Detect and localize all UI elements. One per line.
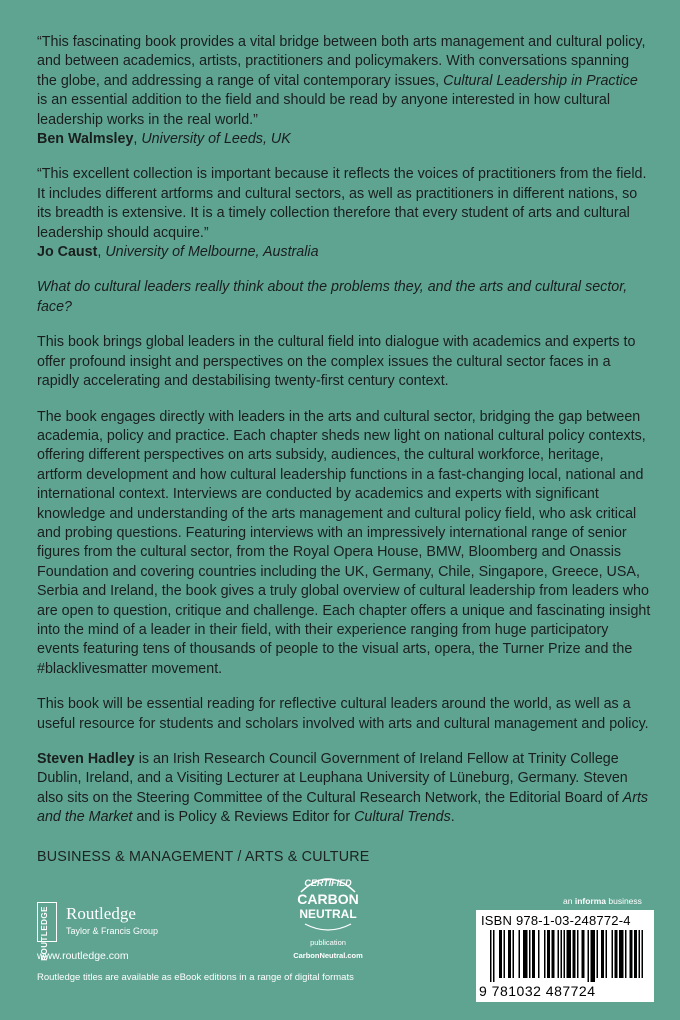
- description-paragraph: This book brings global leaders in the cultural field into dialogue with academics and experts to offer profound insight and perspectives on the complex issues the cultural sector faces in a rapidly accelerating and destabilising twenty-first century context.: [37, 334, 636, 390]
- barcode-bar: [529, 930, 531, 978]
- carbon-label: publication: [310, 938, 346, 947]
- barcode-bar: [606, 930, 608, 978]
- ebook-note: Routledge titles are available as eBook editions in a range of digital formats: [37, 972, 354, 983]
- carbon-line3: NEUTRAL: [299, 907, 357, 921]
- barcode-bar: [493, 930, 495, 982]
- barcode-bar: [582, 930, 585, 978]
- barcode-bar: [519, 930, 521, 978]
- carbon-line1: CERTIFIED: [304, 878, 352, 888]
- barcode-bar: [564, 930, 566, 978]
- barcode-bar: [532, 930, 535, 978]
- key-question: What do cultural leaders really think about the problems they, and the arts and cultural sector, face?: [37, 279, 628, 315]
- barcode-bar: [625, 930, 627, 978]
- author-bio: Steven Hadley is an Irish Research Council Government of Ireland Fellow at Trinity College Dublin, Ireland, and a Visiting Lecturer at Leuphana University of Lüneburg, Germany. Steven also sits on the Steering Committee of the Cultural Research Network, the Editorial Board of Arts and the Market and is Policy & Reviews Editor for Cultural Trends.: [37, 751, 649, 826]
- barcode-bar: [630, 930, 633, 978]
- barcode-bar: [588, 930, 590, 982]
- publisher-group: Taylor & Francis Group: [66, 926, 159, 936]
- barcode-bar: [552, 930, 555, 978]
- blurb-quote: “This excellent collection is important because it reflects the voices of practitioners from the field. It includes different artforms and cultural sectors, as well as practitioners in different nations, so its breadth is extensive. It is a timely collection therefore that every student of arts and cultural leadership should acquire.”: [37, 166, 647, 241]
- barcode-bar: [508, 930, 511, 978]
- blurb-attribution: Jo Caust, University of Melbourne, Australia: [37, 244, 319, 261]
- publisher-name: Routledge: [66, 904, 136, 923]
- barcode-bar: [619, 930, 624, 978]
- barcode-bar: [601, 930, 604, 978]
- description-paragraph: The book engages directly with leaders in the arts and cultural sector, bridging the gap between academia, policy and practice. Each chapter sheds new light on national cultural policy contexts, offering different perspectives on arts subsidy, audiences, the cultural workforce, heritage, artform development and how cultural leadership functions in a fast-changing local, national and international context. Interviews are conducted by academics and experts with significant knowledge and understanding of the arts management and cultural policy field, who ask critical and probing questions. Featuring interviews with an impressively international range of senior figures from the cultural sector, from the Royal Opera House, BMW, Bloomberg and Onassis Foundation and covering countries including the UK, Germany, Chile, Singapore, Greece, USA, Serbia and Ireland, the book gives a truly global overview of cultural leadership from leaders who are open to question, critique and challenge. Each chapter offers a unique and fascinating insight into the mind of a leader in their field, with their experience ranging from huge participatory events featuring tens of thousands of people to the visual arts, opera, the Turner Prize and the #blacklivesmatter movement.: [37, 408, 651, 677]
- informa-tagline: an informa business: [563, 896, 642, 906]
- blurb-walmsley: [37, 33, 652, 149]
- barcode-bar: [591, 930, 596, 982]
- publisher-logo: [37, 902, 187, 962]
- barcode-bar: [504, 930, 506, 978]
- barcode-bar: [577, 930, 579, 978]
- carbon-line2: CARBON: [297, 891, 359, 907]
- barcode-bar: [544, 930, 546, 978]
- barcode-bar: [547, 930, 550, 978]
- carbon-neutral-badge: [283, 872, 373, 962]
- barcode-digits: 9 781032 487724: [479, 983, 596, 999]
- subject-category: BUSINESS & MANAGEMENT / ARTS & CULTURE: [37, 849, 370, 865]
- barcode-bar: [513, 930, 515, 978]
- isbn-text: ISBN 978-1-03-248772-4: [481, 913, 631, 928]
- barcode-bar: [490, 930, 492, 982]
- barcode-bar: [597, 930, 599, 978]
- barcode-bar: [523, 930, 528, 978]
- back-cover-text: [37, 33, 652, 844]
- carbon-url: CarbonNeutral.com: [293, 951, 363, 960]
- barcode-bar: [558, 930, 560, 978]
- blurb-caust: [37, 165, 652, 262]
- description-paragraph: This book will be essential reading for reflective cultural leaders around the world, as well as a useful resource for students and scholars involved with arts and cultural management and policy.: [37, 696, 649, 732]
- carbon-neutral-icon: [291, 872, 365, 936]
- barcode-bar: [499, 930, 502, 978]
- barcode-bar: [634, 930, 637, 978]
- routledge-mark-icon: ROUTLEDGE: [37, 902, 57, 942]
- barcode-bar: [567, 930, 572, 978]
- isbn-barcode: [476, 910, 654, 1002]
- barcode-bar: [561, 930, 563, 978]
- barcode-bar: [615, 930, 618, 978]
- barcode-bar: [639, 930, 641, 978]
- barcode-icon: [482, 930, 648, 982]
- barcode-bar: [573, 930, 576, 978]
- blurb-quote: “This fascinating book provides a vital bridge between both arts management and cultural policy, and between academics, artists, practitioners and policymakers. With conversations spanning the globe, and addressing a range of vital contemporary issues, Cultural Leadership in Practice is an essential addition to the field and should be read by anyone interested in how cultural leadership works in the real world.”: [37, 34, 646, 128]
- barcode-bar: [642, 930, 644, 978]
- barcode-bar: [538, 930, 540, 978]
- blurb-attribution: Ben Walmsley, University of Leeds, UK: [37, 131, 291, 148]
- barcode-bar: [612, 930, 614, 978]
- publisher-url: www.routledge.com: [37, 950, 129, 962]
